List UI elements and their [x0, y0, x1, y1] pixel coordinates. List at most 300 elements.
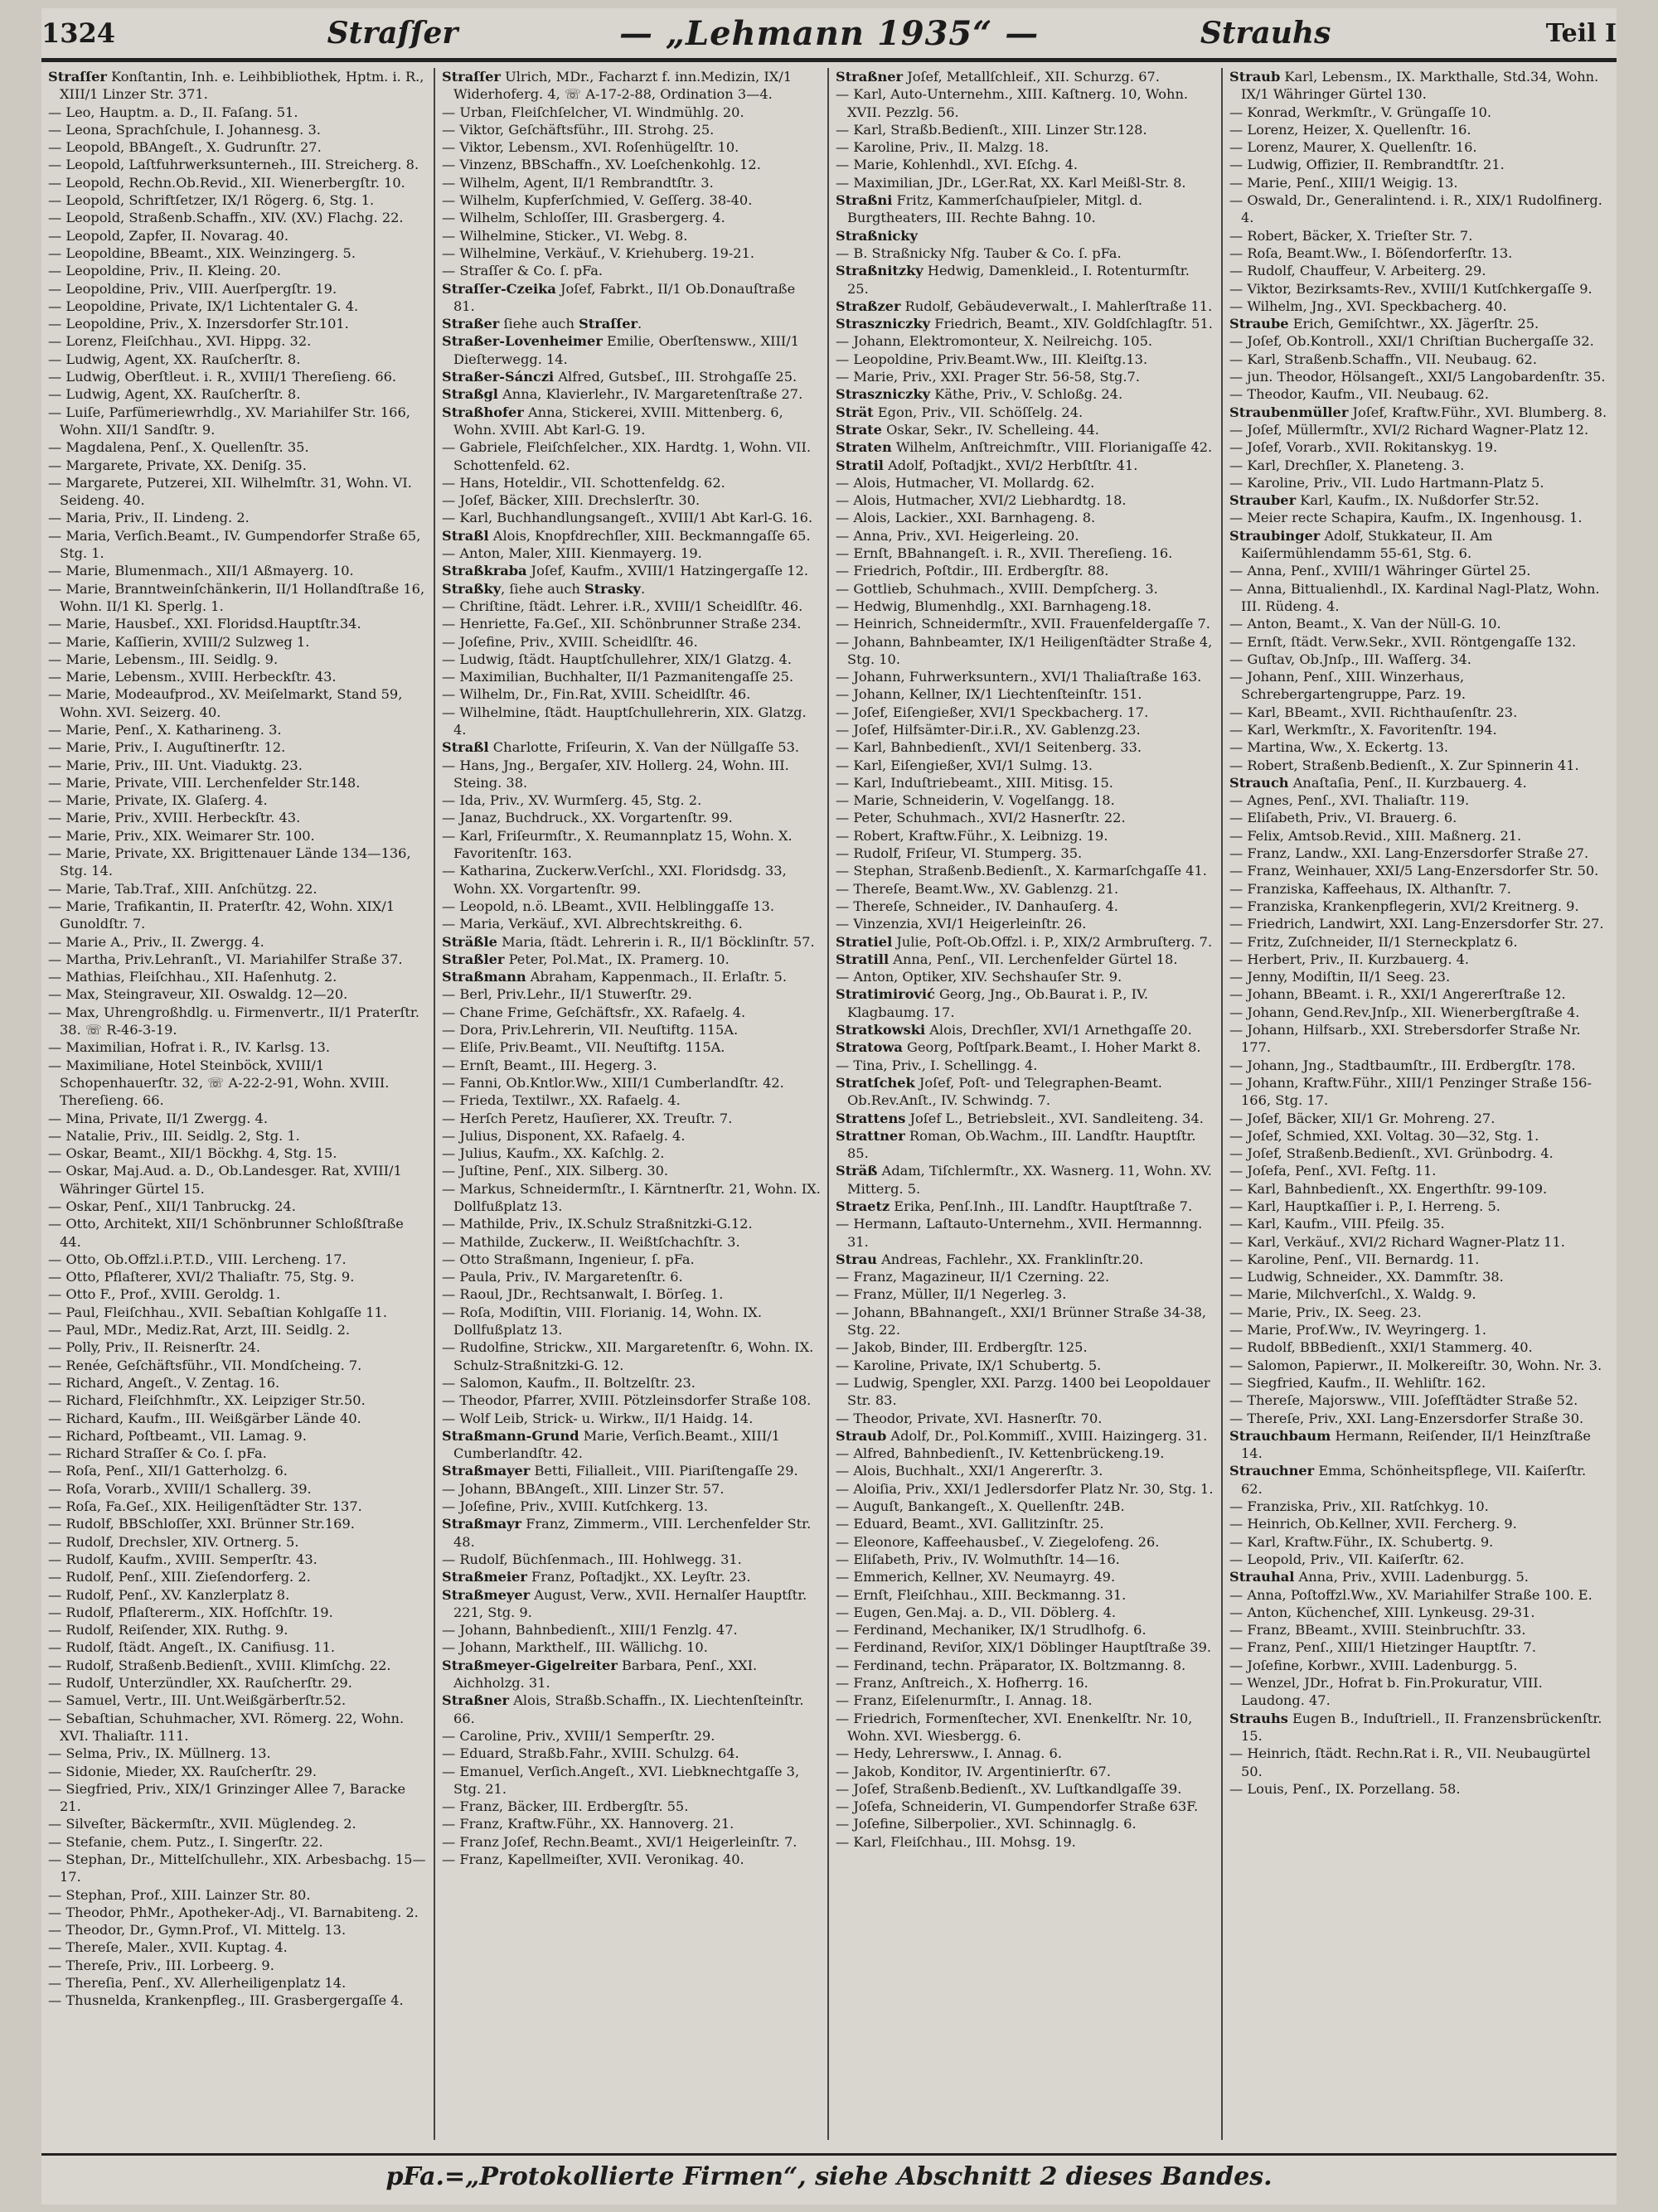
- directory-entry: — Julius, Disponent, XX. Rafaelg. 4.: [442, 1127, 686, 1144]
- directory-entry: — Richard, Fleiſchhmſtr., XX. Leipziger Str.50.: [48, 1392, 366, 1409]
- directory-entry: — Johann, Hilfsarb., XXI. Strebersdorfer Straße Nr. 177.: [1229, 1022, 1581, 1056]
- directory-entry: — Marie, Priv., IX. Seeg. 23.: [1229, 1304, 1422, 1320]
- directory-entry: — Marie, Private, IX. Glaſerg. 4.: [48, 792, 268, 809]
- directory-entry: — Eliſe, Priv.Beamt., VII. Neuſtiftg. 115A.: [442, 1039, 725, 1056]
- directory-entry: — Franziska, Kaffeehaus, IX. Althanſtr. 7.: [1229, 880, 1511, 897]
- directory-entry: — Anna, Priv., XVI. Heigerleing. 20.: [836, 527, 1079, 544]
- directory-entry: — Henriette, Fa.Geſ., XII. Schönbrunner Straße 234.: [442, 616, 802, 632]
- directory-entry: Straßner Joſef, Metallſchleif., XII. Schurzg. 67.: [836, 69, 1160, 85]
- directory-entry: — Johann, Gend.Rev.Jnſp., XII. Wienerbergſtraße 4.: [1229, 1004, 1580, 1020]
- directory-entry: — Anton, Maler, XIII. Kienmayerg. 19.: [442, 545, 702, 562]
- directory-entry: Strät Egon, Priv., VII. Schöſſelg. 24.: [836, 404, 1084, 420]
- directory-entry: Strauhs Eugen B., Induſtriell., II. Franzensbrückenſtr. 15.: [1229, 1710, 1602, 1744]
- directory-entry: — Gottlieb, Schuhmach., XVIII. Dempſcherg. 3.: [836, 580, 1158, 597]
- directory-entry: — Franz, Landw., XXI. Lang-Enzersdorfer Straße 27.: [1229, 845, 1589, 862]
- directory-entry: — Luiſe, Parfümeriewrhdlg., XV. Mariahilfer Str. 166, Wohn. XII/1 Sandſtr. 9.: [48, 404, 410, 438]
- directory-entry: — Robert, Bäcker, X. Trieſter Str. 7.: [1229, 227, 1473, 244]
- directory-entry: — Martha, Priv.Lehranſt., VI. Mariahilfer Straße 37.: [48, 951, 403, 967]
- directory-entry: — Rudolf, Penſ., XIII. Zieſendorferg. 2.: [48, 1569, 311, 1585]
- directory-entry: Straßgl Anna, Klavierlehr., IV. Margaretenſtraße 27.: [442, 386, 803, 403]
- directory-entry: — Ida, Priv., XV. Wurmſerg. 45, Stg. 2.: [442, 792, 702, 809]
- directory-entry: — Joſefine, Korbwr., XVIII. Ladenburgg. 5.: [1229, 1657, 1518, 1673]
- directory-entry: Strau Andreas, Fachlehr., XX. Franklinſtr.20.: [836, 1251, 1144, 1267]
- directory-entry: — Theodor, Pfarrer, XVIII. Pötzleinsdorfer Straße 108.: [442, 1392, 812, 1409]
- column-2: [435, 68, 829, 2140]
- directory-entry: — Franz, Bäcker, III. Erdbergſtr. 55.: [442, 1798, 689, 1815]
- directory-entry: — Siegfried, Kaufm., II. Wehliſtr. 162.: [1229, 1374, 1486, 1391]
- directory-entry: — Marie, Priv., I. Auguſtinerſtr. 12.: [48, 739, 286, 756]
- directory-entry: Straten Wilhelm, Anſtreichmſtr., VIII. Florianigaſſe 42.: [836, 439, 1213, 456]
- directory-entry: — Johann, BBahnangeſt., XXI/1 Brünner Straße 34-38, Stg. 22.: [836, 1304, 1207, 1338]
- directory-entry: — Thereſe, Priv., III. Lorbeerg. 9.: [48, 1957, 274, 1973]
- directory-entry: — Karoline, Priv., VII. Ludo Hartmann-Platz 5.: [1229, 474, 1544, 491]
- directory-entry: — Raoul, JDr., Rechtsanwalt, I. Börſeg. 1.: [442, 1286, 724, 1303]
- directory-entry: — Lorenz, Fleiſchhau., XVI. Hippg. 32.: [48, 333, 312, 350]
- column-3: [829, 68, 1223, 2140]
- directory-entry: — Ludwig, Spengler, XXI. Parzg. 1400 bei Leopoldauer Str. 83.: [836, 1374, 1210, 1409]
- directory-entry: — Maria, Priv., II. Lindeng. 2.: [48, 510, 250, 526]
- directory-entry: — Theodor, Kaufm., VII. Neubaug. 62.: [1229, 386, 1489, 403]
- directory-entry: — Renée, Geſchäftsführ., VII. Mondſcheing. 7.: [48, 1357, 362, 1373]
- directory-entry: — Marie, Kohlenhdl., XVI. Eſchg. 4.: [836, 157, 1079, 173]
- directory-entry: — Joſefa, Penſ., XVI. Feſtg. 11.: [1229, 1163, 1437, 1179]
- directory-entry: — Ludwig, Agent, XX. Rauſcherſtr. 8.: [48, 386, 301, 403]
- directory-entry: — Karl, Bahnbedienſt., XVI/1 Seitenberg. 33.: [836, 739, 1142, 756]
- directory-entry: — Anton, Küchenchef, XIII. Lynkeusg. 29-31.: [1229, 1604, 1535, 1620]
- directory-entry: Strauch Anaſtaſia, Penſ., II. Kurzbauerg. 4.: [1229, 774, 1527, 791]
- directory-entry: — Ludwig, Oberſtleut. i. R., XVIII/1 Thereſieng. 66.: [48, 369, 397, 385]
- directory-entry: — Roſa, Modiſtin, VIII. Florianig. 14, Wohn. IX. Dollfußplatz 13.: [442, 1304, 762, 1338]
- directory-entry: — Maria, Verkäuf., XVI. Albrechtskreithg. 6.: [442, 916, 743, 932]
- directory-entry: — Paula, Priv., IV. Margaretenſtr. 6.: [442, 1269, 683, 1285]
- directory-entry: — Stephan, Dr., Mittelſchullehr., XIX. Arbesbachg. 15—17.: [48, 1851, 426, 1885]
- directory-entry: Straubenmüller Joſef, Kraftw.Führ., XVI. Blumberg. 8.: [1229, 404, 1607, 420]
- directory-entry: — Karl, Werkmſtr., X. Favoritenſtr. 194.: [1229, 721, 1497, 738]
- page-header: [41, 8, 1617, 62]
- directory-entry: — Mathilde, Priv., IX.Schulz Straßnitzki-G.12.: [442, 1216, 753, 1232]
- directory-entry: — Robert, Straßenb.Bedienſt., X. Zur Spinnerin 41.: [1229, 757, 1579, 773]
- directory-entry: — Karl, Verkäuf., XVI/2 Richard Wagner-Platz 11.: [1229, 1233, 1565, 1250]
- directory-entry: — Margarete, Putzerei, XII. Wilhelmſtr. 31, Wohn. VI. Seideng. 40.: [48, 474, 412, 509]
- directory-entry: — Johann, BBeamt. i. R., XXI/1 Angererſtraße 12.: [1229, 986, 1566, 1003]
- directory-entry: — Roſa, Fa.Geſ., XIX. Heiligenſtädter Str. 137.: [48, 1498, 362, 1515]
- directory-entry: — Siegfried, Priv., XIX/1 Grinzinger Allee 7, Baracke 21.: [48, 1780, 406, 1815]
- directory-entry: — Joſef, Bäcker, XIII. Drechslerſtr. 30.: [442, 492, 701, 509]
- directory-entry: — Marie, Blumenmach., XII/1 Aßmayerg. 10.: [48, 563, 354, 579]
- directory-entry: — Joſefine, Priv., XVIII. Scheidlſtr. 46.: [442, 633, 698, 650]
- directory-entry: — Aloiſia, Priv., XXI/1 Jedlersdorfer Platz Nr. 30, Stg. 1.: [836, 1480, 1214, 1497]
- directory-entry: Straßmann Abraham, Kappenmach., II. Erlaſtr. 5.: [442, 969, 787, 985]
- right-guide-word: Strauhs: [1200, 16, 1331, 51]
- directory-entry: — Konrad, Werkmſtr., V. Grüngaſſe 10.: [1229, 104, 1492, 120]
- directory-entry: Straſſer-Czeika Joſef, Fabrkt., II/1 Ob.Donauſtraße 81.: [442, 280, 796, 314]
- directory-entry: — Otto, Pflaſterer, XVI/2 Thaliaſtr. 75, Stg. 9.: [48, 1269, 355, 1285]
- directory-entry: Stratil Adolf, Poſtadjkt., XVI/2 Herbſtſtr. 41.: [836, 457, 1138, 473]
- directory-entry: — Ludwig, Offizier, II. Rembrandtſtr. 21.: [1229, 157, 1505, 173]
- directory-entry: Straſſer Konſtantin, Inh. e. Leihbibliothek, Hptm. i. R., XIII/1 Linzer Str. 371.: [48, 69, 424, 103]
- directory-entry: — Oskar, Maj.Aud. a. D., Ob.Landesger. Rat, XVIII/1 Währinger Gürtel 15.: [48, 1163, 402, 1197]
- directory-entry: — Alois, Hutmacher, XVI/2 Liebhardtg. 18.: [836, 492, 1127, 509]
- directory-entry: — Frieda, Textilwr., XX. Rafaelg. 4.: [442, 1092, 681, 1109]
- directory-entry: Straßkraba Joſef, Kaufm., XVIII/1 Hatzingergaſſe 12.: [442, 563, 808, 579]
- directory-entry: — Markus, Schneidermſtr., I. Kärntnerſtr. 21, Wohn. IX. Dollfußplatz 13.: [442, 1180, 821, 1214]
- directory-entry: — Marie, Priv., XVIII. Herbeckſtr. 43.: [48, 810, 301, 826]
- directory-entry: — Vinzenzia, XVI/1 Heigerleinſtr. 26.: [836, 916, 1087, 932]
- directory-entry: — Johann, Bahnbedienſt., XIII/1 Fenzlg. 47.: [442, 1622, 738, 1638]
- directory-entry: — Stefanie, chem. Putz., I. Singerſtr. 22.: [48, 1833, 323, 1850]
- directory-entry: — Eduard, Straßb.Fahr., XVIII. Schulzg. 64.: [442, 1745, 739, 1762]
- directory-entry: — Ernſt, Beamt., III. Hegerg. 3.: [442, 1057, 657, 1073]
- directory-entry: — Samuel, Vertr., III. Unt.Weißgärberſtr.52.: [48, 1692, 347, 1709]
- directory-entry: — Rudolf, Unterzündler, XX. Rauſcherſtr. 29.: [48, 1675, 352, 1692]
- directory-entry: — Fritz, Zuſchneider, II/1 Sterneckplatz 6.: [1229, 933, 1518, 950]
- directory-entry: Straßl Alois, Knopfdrechſler, XIII. Beckmanngaſſe 65.: [442, 527, 811, 544]
- footer-note: pFa.=„Protokollierte Firmen“, siehe Abschnitt 2 dieses Bandes.: [41, 2153, 1617, 2197]
- directory-entry: — Jenny, Modiſtin, II/1 Seeg. 23.: [1229, 969, 1451, 985]
- directory-entry: Straßhofer Anna, Stickerei, XVIII. Mittenberg. 6, Wohn. XVIII. Abt Karl-G. 19.: [442, 404, 783, 438]
- directory-entry: — Ferdinand, techn. Präparator, IX. Boltzmanng. 8.: [836, 1657, 1186, 1673]
- directory-entry: — Eliſabeth, Priv., IV. Wolmuthſtr. 14—16.: [836, 1551, 1120, 1567]
- directory-entry: — Hans, Jng., Bergaſer, XIV. Hollerg. 24, Wohn. III. Steing. 38.: [442, 757, 789, 791]
- directory-entry: — Joſef, Schmied, XXI. Voltag. 30—32, Stg. 1.: [1229, 1127, 1539, 1144]
- directory-entry: — Wilhelm, Jng., XVI. Speckbacherg. 40.: [1229, 298, 1507, 314]
- directory-entry: — Franz, Eiſelenurmſtr., I. Annag. 18.: [836, 1692, 1093, 1709]
- directory-entry: — Martina, Ww., X. Eckertg. 13.: [1229, 739, 1449, 756]
- directory-entry: — Polly, Priv., II. Reisnerſtr. 24.: [48, 1339, 260, 1356]
- directory-entry: — Johann, Elektromonteur, X. Neilreichg. 105.: [836, 333, 1153, 350]
- directory-entry: — Heinrich, Schneidermſtr., XVII. Frauenfeldergaſſe 7.: [836, 616, 1210, 632]
- directory-entry: — Marie A., Priv., II. Zwergg. 4.: [48, 933, 264, 950]
- directory-entry: — Karl, Drechſler, X. Planeteng. 3.: [1229, 457, 1465, 473]
- directory-page: [41, 8, 1617, 2205]
- directory-entry: Strattner Roman, Ob.Wachm., III. Landſtr. Hauptſtr. 85.: [836, 1127, 1196, 1162]
- directory-entry: — Chriſtine, ſtädt. Lehrer. i.R., XVIII/1 Scheidlſtr. 46.: [442, 598, 803, 614]
- directory-entry: Straßmayr Franz, Zimmerm., VIII. Lerchenfelder Str. 48.: [442, 1516, 812, 1550]
- directory-entry: — Vinzenz, BBSchaffn., XV. Loeſchenkohlg. 12.: [442, 157, 761, 173]
- directory-entry: — Johann, Kellner, IX/1 Liechtenſteinſtr. 151.: [836, 686, 1142, 703]
- directory-entry: — Anton, Optiker, XIV. Sechshauſer Str. 9.: [836, 969, 1122, 985]
- column-4: [1223, 68, 1617, 2140]
- directory-entry: — Rudolf, Pflaſtererm., XIX. Hofſchſtr. 19.: [48, 1604, 333, 1620]
- directory-entry: — Emanuel, Verſich.Angeſt., XVI. Liebknechtgaſſe 3, Stg. 21.: [442, 1763, 800, 1797]
- directory-entry: — Maximiliane, Hotel Steinböck, XVIII/1 Schopenhauerſtr. 32, ☏ A-22-2-91, Wohn. XVIII. Thereſieng. 66.: [48, 1057, 390, 1109]
- directory-entry: — Emmerich, Kellner, XV. Neumayrg. 49.: [836, 1569, 1116, 1585]
- directory-entry: — Paul, MDr., Mediz.Rat, Arzt, III. Seidlg. 2.: [48, 1322, 351, 1338]
- directory-entry: — Hedy, Lehrersww., I. Annag. 6.: [836, 1745, 1062, 1762]
- directory-entry: — Caroline, Priv., XVIII/1 Semperſtr. 29.: [442, 1727, 715, 1744]
- directory-entry: Straßer ſiehe auch Straſſer.: [442, 316, 642, 332]
- directory-entry: — Marie, Kaſſierin, XVIII/2 Sulzweg 1.: [48, 633, 310, 650]
- directory-entry: Straube Erich, Gemiſchtwr., XX. Jägerſtr. 25.: [1229, 316, 1539, 332]
- directory-entry: Stratowa Georg, Poſtſpark.Beamt., I. Hoher Markt 8.: [836, 1039, 1201, 1056]
- directory-entry: Straßer-Lovenheimer Emilie, Oberſtensww., XIII/1 Dieſterwegg. 14.: [442, 333, 800, 367]
- directory-entry: — Thereſe, Schneider., IV. Danhauſerg. 4.: [836, 898, 1118, 914]
- directory-entry: — Franz, Weinhauer, XXI/5 Lang-Enzersdorfer Str. 50.: [1229, 863, 1599, 879]
- directory-entry: — Oskar, Penſ., XII/1 Tanbruckg. 24.: [48, 1198, 296, 1214]
- directory-entry: — Joſef, Straßenb.Bedienſt., XV. Luſtkandlgaſſe 39.: [836, 1780, 1182, 1797]
- directory-entry: — Max, Uhrengroßhdlg. u. Firmenvertr., II/1 Praterſtr. 38. ☏ R-46-3-19.: [48, 1004, 420, 1038]
- directory-entry: — Joſef, Müllermſtr., XVI/2 Richard Wagner-Platz 12.: [1229, 421, 1589, 438]
- directory-entry: Straſſer Ulrich, MDr., Facharzt f. inn.Medizin, IX/1 Widerhoferg. 4, ☏ A-17-2-88, Ordination 3—4.: [442, 69, 793, 103]
- directory-entry: — B. Straßnicky Nfg. Tauber & Co. ſ. pFa.: [836, 244, 1122, 261]
- directory-entry: — Theodor, Private, XVI. Hasnerſtr. 70.: [836, 1410, 1103, 1426]
- part-label: Teil I: [1545, 18, 1617, 48]
- directory-entry: — Karl, Hauptkaſſier i. P., I. Herreng. 5.: [1229, 1198, 1500, 1214]
- directory-entry: — Leopoldine, Priv., VIII. Auerſpergſtr. 19.: [48, 280, 337, 297]
- directory-entry: — Marie, Priv., III. Unt. Viaduktg. 23.: [48, 757, 303, 773]
- directory-entry: — Karl, Buchhandlungsangeſt., XVIII/1 Abt Karl-G. 16.: [442, 510, 813, 526]
- directory-columns: [41, 68, 1617, 2140]
- directory-entry: Strauhal Anna, Priv., XVIII. Ladenburgg. 5.: [1229, 1569, 1529, 1585]
- directory-entry: — Roſa, Beamt.Ww., I. Böſendorferſtr. 13.: [1229, 244, 1513, 261]
- directory-entry: — Wilhelm, Dr., Fin.Rat, XVIII. Scheidlſtr. 46.: [442, 686, 751, 703]
- directory-entry: — Juſtine, Penſ., XIX. Silberg. 30.: [442, 1163, 669, 1179]
- directory-entry: — Salomon, Kaufm., II. Boltzelſtr. 23.: [442, 1374, 696, 1391]
- directory-entry: — Richard, Kaufm., III. Weißgärber Lände 40.: [48, 1410, 361, 1426]
- directory-entry: — Hedwig, Blumenhdlg., XXI. Barnhageng.18.: [836, 598, 1151, 614]
- directory-entry: Straßler Peter, Pol.Mat., IX. Pramerg. 10.: [442, 951, 730, 967]
- directory-entry: — Karoline, Priv., II. Malzg. 18.: [836, 139, 1050, 156]
- directory-entry: — Oswald, Dr., Generalintend. i. R., XIX/1 Rudolfinerg. 4.: [1229, 192, 1602, 226]
- directory-entry: — Marie, Private, XX. Brigittenauer Lände 134—136, Stg. 14.: [48, 845, 411, 879]
- directory-entry: — Franz, Penſ., XIII/1 Hietzinger Hauptſtr. 7.: [1229, 1639, 1536, 1656]
- directory-entry: — Peter, Schuhmach., XVI/2 Hasnerſtr. 22.: [836, 810, 1126, 826]
- directory-entry: — Karoline, Penſ., VII. Bernardg. 11.: [1229, 1251, 1480, 1267]
- directory-entry: — Fanni, Ob.Kntlor.Ww., XIII/1 Cumberlandſtr. 42.: [442, 1074, 784, 1091]
- directory-entry: — Marie, Penſ., XIII/1 Weigig. 13.: [1229, 174, 1458, 191]
- directory-entry: — Robert, Kraftw.Führ., X. Leibnizg. 19.: [836, 827, 1108, 844]
- directory-entry: — Eliſabeth, Priv., VI. Brauerg. 6.: [1229, 810, 1457, 826]
- directory-entry: — Ludwig, Schneider., XX. Dammſtr. 38.: [1229, 1269, 1504, 1285]
- directory-entry: — Eduard, Beamt., XVI. Gallitzinſtr. 25.: [836, 1516, 1104, 1532]
- directory-entry: — Theodor, Dr., Gymn.Prof., VI. Mittelg. 13.: [48, 1922, 347, 1939]
- directory-entry: — Leopold, n.ö. LBeamt., XVII. Helblinggaſſe 13.: [442, 898, 774, 914]
- directory-entry: — Wolf Leib, Strick- u. Wirkw., II/1 Haidg. 14.: [442, 1410, 754, 1426]
- directory-entry: — Leona, Sprachſchule, I. Johannesg. 3.: [48, 121, 321, 138]
- directory-entry: — Rudolf, Chauffeur, V. Arbeiterg. 29.: [1229, 263, 1486, 279]
- directory-entry: Straszniczky Käthe, Priv., V. Schloßg. 24.: [836, 386, 1123, 403]
- directory-entry: — Rudolf, Friſeur, VI. Stumperg. 35.: [836, 845, 1083, 862]
- directory-entry: — Ferdinand, Mechaniker, IX/1 Strudlhofg. 6.: [836, 1622, 1147, 1638]
- directory-entry: — Rudolfine, Strickw., XII. Margaretenſtr. 6, Wohn. IX. Schulz-Straßnitzki-G. 12.: [442, 1339, 814, 1373]
- directory-entry: — Wilhelm, Kupferſchmied, V. Geſſerg. 38-40.: [442, 192, 753, 209]
- directory-entry: — Otto F., Prof., XVIII. Geroldg. 1.: [48, 1286, 281, 1303]
- directory-entry: — Lorenz, Maurer, X. Quellenſtr. 16.: [1229, 139, 1477, 156]
- directory-entry: — Karl, Straßb.Bedienſt., XIII. Linzer Str.128.: [836, 121, 1147, 138]
- directory-entry: Straßner Alois, Straßb.Schaffn., IX. Liechtenſteinſtr. 66.: [442, 1692, 804, 1726]
- directory-entry: — Leopold, Priv., VII. Kaiſerſtr. 62.: [1229, 1551, 1465, 1567]
- directory-entry: Strattens Joſef L., Betriebsleit., XVI. Sandleiteng. 34.: [836, 1110, 1204, 1126]
- directory-entry: Straßmann-Grund Marie, Verſich.Beamt., XIII/1 Cumberlandſtr. 42.: [442, 1427, 780, 1462]
- directory-entry: — Maximilian, JDr., LGer.Rat, XX. Karl Meißl-Str. 8.: [836, 174, 1186, 191]
- directory-entry: — Joſef, Hilfsämter-Dir.i.R., XV. Gablenzg.23.: [836, 721, 1141, 738]
- directory-entry: — Leopold, Zapfer, II. Novarag. 40.: [48, 227, 288, 244]
- directory-entry: — Joſefine, Silberpolier., XVI. Schinnaglg. 6.: [836, 1816, 1137, 1832]
- directory-entry: — Thereſe, Beamt.Ww., XV. Gablenzg. 21.: [836, 880, 1119, 897]
- directory-entry: — Marie, Private, VIII. Lerchenfelder Str.148.: [48, 774, 361, 791]
- directory-entry: — Sidonie, Mieder, XX. Rauſcherſtr. 29.: [48, 1763, 317, 1779]
- directory-entry: Straßmeyer August, Verw., XVII. Hernalſer Hauptſtr. 221, Stg. 9.: [442, 1586, 807, 1620]
- directory-entry: — Rudolf, Penſ., XV. Kanzlerplatz 8.: [48, 1586, 290, 1603]
- directory-entry: — Rudolf, Büchſenmach., III. Hohlwegg. 31.: [442, 1551, 742, 1567]
- directory-entry: — Katharina, Zuckerw.Verſchl., XXI. Floridsdg. 33, Wohn. XX. Vorgartenſtr. 99.: [442, 863, 787, 897]
- directory-entry: — Karl, BBeamt., XVII. Richthauſenſtr. 23.: [1229, 704, 1518, 720]
- directory-entry: Straßmeier Franz, Poſtadjkt., XX. Leyſtr. 23.: [442, 1569, 751, 1585]
- directory-entry: — Johann, Penſ., XIII. Winzerhaus, Schrebergartengruppe, Parz. 19.: [1229, 669, 1467, 703]
- directory-entry: — Salomon, Papierwr., II. Molkereiſtr. 30, Wohn. Nr. 3.: [1229, 1357, 1602, 1373]
- directory-entry: — Franziska, Krankenpflegerin, XVI/2 Kreitnerg. 9.: [1229, 898, 1579, 914]
- directory-entry: — Selma, Priv., IX. Müllnerg. 13.: [48, 1745, 271, 1762]
- directory-entry: — Max, Steingraveur, XII. Oswaldg. 12—20.: [48, 986, 348, 1003]
- directory-entry: — jun. Theodor, Hölsangeſt., XXI/5 Langobardenſtr. 35.: [1229, 369, 1606, 385]
- directory-entry: — Eugen, Gen.Maj. a. D., VII. Döblerg. 4.: [836, 1604, 1117, 1620]
- directory-entry: — Richard Straſſer & Co. ſ. pFa.: [48, 1445, 267, 1462]
- directory-entry: — Felix, Amtsob.Revid., XIII. Maßnerg. 21.: [1229, 827, 1522, 844]
- directory-entry: Strauchner Emma, Schönheitspflege, VII. Kaiſerſtr. 62.: [1229, 1463, 1587, 1497]
- directory-entry: — Lorenz, Heizer, X. Quellenſtr. 16.: [1229, 121, 1471, 138]
- directory-entry: — Anna, Poſtoffzl.Ww., XV. Mariahilfer Straße 100. E.: [1229, 1586, 1593, 1603]
- directory-entry: — Thereſe, Priv., XXI. Lang-Enzersdorfer Straße 30.: [1229, 1410, 1584, 1426]
- directory-entry: — Heinrich, ſtädt. Rechn.Rat i. R., VII. Neubaugürtel 50.: [1229, 1745, 1591, 1779]
- directory-entry: Straßmayer Betti, Filialleit., VIII. Piariſtengaſſe 29.: [442, 1463, 798, 1479]
- directory-entry: — Marie, Lebensm., XVIII. Herbeckſtr. 43.: [48, 669, 337, 685]
- directory-entry: — Leopoldine, Private, IX/1 Lichtentaler G. 4.: [48, 298, 359, 314]
- directory-entry: Straßnitzky Hedwig, Damenkleid., I. Rotenturmſtr. 25.: [836, 263, 1190, 297]
- directory-entry: — Rudolf, Drechsler, XIV. Ortnerg. 5.: [48, 1533, 299, 1550]
- directory-entry: — Karoline, Private, IX/1 Schubertg. 5.: [836, 1357, 1102, 1373]
- directory-entry: — Friedrich, Formenſtecher, XVI. Enenkelſtr. Nr. 10, Wohn. XVI. Wiesbergg. 6.: [836, 1710, 1193, 1744]
- page-number: 1324: [41, 17, 116, 49]
- directory-entry: — Rudolf, Reiſender, XIX. Ruthg. 9.: [48, 1622, 288, 1638]
- directory-entry: Straßmeyer-Gigelreiter Barbara, Penſ., XXI. Aichholzg. 31.: [442, 1657, 758, 1692]
- directory-entry: — Wenzel, JDr., Hofrat b. Fin.Prokuratur, VIII. Laudong. 47.: [1229, 1675, 1543, 1709]
- directory-entry: — Wilhelmine, ſtädt. Hauptſchullehrerin, XIX. Glatzg. 4.: [442, 704, 807, 738]
- directory-entry: — Marie, Priv., XIX. Weimarer Str. 100.: [48, 827, 315, 844]
- directory-entry: — Johann, BBAngeſt., XIII. Linzer Str. 57.: [442, 1480, 725, 1497]
- directory-entry: — Urban, Fleiſchſelcher, VI. Windmühlg. 20.: [442, 104, 744, 120]
- directory-entry: Straßnicky: [836, 227, 918, 244]
- directory-entry: Straub Adolf, Dr., Pol.Kommiſſ., XVIII. Haizingerg. 31.: [836, 1427, 1208, 1444]
- directory-entry: — Marie, Penſ., X. Katharineng. 3.: [48, 721, 282, 738]
- directory-entry: — Karl, Friſeurmſtr., X. Reumannplatz 15, Wohn. X. Favoritenſtr. 163.: [442, 827, 793, 862]
- directory-entry: — Wilhelm, Agent, II/1 Rembrandtſtr. 3.: [442, 174, 714, 191]
- directory-entry: — Franz, Anſtreich., X. Hofherrg. 16.: [836, 1675, 1088, 1692]
- directory-entry: Straßl Charlotte, Friſeurin, X. Van der Nüllgaſſe 53.: [442, 739, 800, 756]
- directory-entry: — Thereſe, Majorsww., VIII. Joſefſtädter Straße 52.: [1229, 1392, 1578, 1409]
- directory-entry: — Herbert, Priv., II. Kurzbauerg. 4.: [1229, 951, 1470, 967]
- directory-entry: — Joſef, Vorarb., XVII. Rokitanskyg. 19.: [1229, 439, 1498, 456]
- directory-entry: — Thereſe, Maler., XVII. Kuptag. 4.: [48, 1939, 288, 1956]
- directory-entry: — Hermann, Laſtauto-Unternehm., XVII. Hermannng. 31.: [836, 1216, 1203, 1250]
- directory-entry: Strauber Karl, Kaufm., IX. Nußdorfer Str.52.: [1229, 492, 1539, 509]
- directory-entry: — Alfred, Bahnbedienſt., IV. Kettenbrückeng.19.: [836, 1445, 1165, 1462]
- directory-entry: — Leo, Hauptm. a. D., II. Faſang. 51.: [48, 104, 298, 120]
- directory-entry: — Sebaſtian, Schuhmacher, XVI. Römerg. 22, Wohn. XVI. Thaliaſtr. 111.: [48, 1710, 405, 1744]
- directory-entry: — Alois, Lackier., XXI. Barnhageng. 8.: [836, 510, 1096, 526]
- directory-entry: — Leopold, Laſtfuhrwerksunterneh., III. Streicherg. 8.: [48, 157, 419, 173]
- directory-entry: Stratiel Julie, Poſt-Ob.Offzl. i. P., XIX/2 Armbruſterg. 7.: [836, 933, 1213, 950]
- directory-entry: — Herſch Peretz, Hauſierer, XX. Treuſtr. 7.: [442, 1110, 733, 1126]
- directory-entry: — Joſef, Bäcker, XII/1 Gr. Mohreng. 27.: [1229, 1110, 1496, 1126]
- directory-entry: — Margarete, Private, XX. Deniſg. 35.: [48, 457, 307, 473]
- directory-entry: — Berl, Priv.Lehr., II/1 Stuwerſtr. 29.: [442, 986, 692, 1003]
- directory-entry: — Silveſter, Bäckermſtr., XVII. Müglendeg. 2.: [48, 1816, 356, 1832]
- directory-entry: — Leopoldine, BBeamt., XIX. Weinzingerg. 5.: [48, 244, 356, 261]
- directory-entry: Strauchbaum Hermann, Reiſender, II/1 Heinzſtraße 14.: [1229, 1427, 1591, 1462]
- directory-entry: — Maria, Verſich.Beamt., IV. Gumpendorfer Straße 65, Stg. 1.: [48, 527, 421, 562]
- directory-entry: — Leopoldine, Priv., X. Inzersdorfer Str.101.: [48, 316, 349, 332]
- directory-entry: — Anna, Penſ., XVIII/1 Währinger Gürtel 25.: [1229, 563, 1531, 579]
- column-1: [41, 68, 435, 2140]
- directory-entry: — Franziska, Priv., XII. Ratſchkyg. 10.: [1229, 1498, 1489, 1515]
- directory-entry: — Hans, Hoteldir., VII. Schottenfeldg. 62.: [442, 474, 725, 491]
- directory-entry: — Wilhelm, Schloſſer, III. Grasbergerg. 4.: [442, 210, 725, 226]
- directory-entry: — Stephan, Prof., XIII. Lainzer Str. 80.: [48, 1886, 311, 1903]
- directory-entry: — Marie, Modeaufprod., XV. Meiſelmarkt, Stand 59, Wohn. XVI. Seizerg. 40.: [48, 686, 403, 720]
- directory-entry: — Johann, Kraftw.Führ., XIII/1 Penzinger Straße 156-166, Stg. 17.: [1229, 1074, 1592, 1109]
- directory-entry: — Mathias, Fleiſchhau., XII. Haſenhutg. 2.: [48, 969, 337, 985]
- directory-entry: — Alois, Hutmacher, VI. Mollardg. 62.: [836, 474, 1095, 491]
- directory-entry: — Karl, Fleiſchhau., III. Mohsg. 19.: [836, 1833, 1076, 1850]
- directory-entry: — Viktor, Geſchäftsführ., III. Strohg. 25.: [442, 121, 715, 138]
- directory-entry: — Louis, Penſ., IX. Porzellang. 58.: [1229, 1780, 1461, 1797]
- directory-entry: — Leopoldine, Priv., II. Kleing. 20.: [48, 263, 281, 279]
- directory-entry: — Karl, Kaufm., VIII. Pfeilg. 35.: [1229, 1216, 1445, 1232]
- directory-entry: — Anton, Beamt., X. Van der Nüll-G. 10.: [1229, 616, 1501, 632]
- directory-entry: — Karl, Eiſengießer, XVI/1 Sulmg. 13.: [836, 757, 1093, 773]
- directory-entry: — Rudolf, BBSchloſſer, XXI. Brünner Str.169.: [48, 1516, 355, 1532]
- directory-entry: — Gabriele, Fleiſchſelcher., XIX. Hardtg. 1, Wohn. VII. Schottenfeld. 62.: [442, 439, 812, 473]
- directory-entry: — Auguſt, Bankangeſt., X. Quellenſtr. 24B.: [836, 1498, 1125, 1515]
- directory-entry: — Franz, Kraftw.Führ., XX. Hannoverg. 21.: [442, 1816, 734, 1832]
- directory-entry: — Karl, Straßenb.Schaffn., VII. Neubaug. 62.: [1229, 351, 1537, 367]
- directory-entry: — Ferdinand, Reviſor, XIX/1 Döblinger Hauptſtraße 39.: [836, 1639, 1212, 1656]
- directory-entry: Straubinger Adolf, Stukkateur, II. Am Kaiſermühlendamm 55-61, Stg. 6.: [1229, 527, 1493, 562]
- directory-entry: — Karl, Kraftw.Führ., IX. Schubertg. 9.: [1229, 1533, 1494, 1550]
- directory-entry: — Marie, Branntweinſchänkerin, II/1 Hollandſtraße 16, Wohn. II/1 Kl. Sperlg. 1.: [48, 580, 425, 614]
- directory-entry: — Franz, BBeamt., XVIII. Steinbruchſtr. 33.: [1229, 1622, 1526, 1638]
- directory-entry: — Guſtav, Ob.Jnſp., III. Waſſerg. 34.: [1229, 651, 1471, 667]
- directory-entry: — Marie, Trafikantin, II. Praterſtr. 42, Wohn. XIX/1 Gunoldſtr. 7.: [48, 898, 395, 932]
- directory-entry: — Rudolf, ſtädt. Angeſt., IX. Canifiusg. 11.: [48, 1639, 336, 1656]
- directory-entry: — Richard, Poſtbeamt., VII. Lamag. 9.: [48, 1427, 307, 1444]
- directory-entry: — Paul, Fleiſchhau., XVII. Sebaſtian Kohlgaſſe 11.: [48, 1304, 387, 1320]
- directory-entry: — Otto, Architekt, XII/1 Schönbrunner Schloßſtraße 44.: [48, 1216, 404, 1250]
- directory-entry: — Theodor, PhMr., Apotheker-Adj., VI. Barnabiteng. 2.: [48, 1904, 419, 1920]
- directory-entry: — Leopold, BBAngeſt., X. Gudrunſtr. 27.: [48, 139, 322, 156]
- directory-entry: — Karl, Auto-Unternehm., XIII. Kaſtnerg. 10, Wohn. XVII. Pezzlg. 56.: [836, 86, 1189, 120]
- directory-entry: — Otto, Ob.Offzl.i.P.T.D., VIII. Lercheng. 17.: [48, 1251, 347, 1267]
- left-guide-word: Straſſer: [327, 16, 458, 51]
- directory-entry: — Joſef, Ob.Kontroll., XXI/1 Chriſtian Buchergaſſe 32.: [1229, 333, 1594, 350]
- directory-entry: — Marie, Priv., XXI. Prager Str. 56-58, Stg.7.: [836, 369, 1140, 385]
- directory-entry: — Ludwig, Agent, XX. Rauſcherſtr. 8.: [48, 351, 301, 367]
- directory-entry: Stratſchek Joſef, Poſt- und Telegraphen-Beamt. Ob.Rev.Anſt., IV. Schwindg. 7.: [836, 1074, 1162, 1109]
- directory-entry: — Mina, Private, II/1 Zwergg. 4.: [48, 1110, 268, 1126]
- directory-entry: — Straſſer & Co. ſ. pFa.: [442, 263, 604, 279]
- directory-entry: — Dora, Priv.Lehrerin, VII. Neuſtiftg. 115A.: [442, 1022, 739, 1038]
- directory-entry: Straßzer Rudolf, Gebäudeverwalt., I. Mahlerſtraße 11.: [836, 298, 1213, 314]
- directory-entry: — Franz, Kapellmeiſter, XVII. Veronikag. 40.: [442, 1851, 744, 1867]
- directory-entry: — Leopold, Straßenb.Schaffn., XIV. (XV.) Flachg. 22.: [48, 210, 404, 226]
- directory-entry: — Thereſia, Penſ., XV. Allerheiligenplatz 14.: [48, 1975, 347, 1992]
- directory-entry: — Franz, Müller, II/1 Negerleg. 3.: [836, 1286, 1067, 1303]
- directory-entry: — Wilhelmine, Sticker., VI. Webg. 8.: [442, 227, 688, 244]
- book-title: — „Lehmann 1935“ —: [619, 13, 1040, 53]
- directory-entry: — Eleonore, Kaffeehausbeſ., V. Ziegelofeng. 26.: [836, 1533, 1160, 1550]
- directory-entry: — Thusnelda, Krankenpfleg., III. Grasbergergaſſe 4.: [48, 1992, 404, 2009]
- directory-entry: — Chane Frime, Geſchäftsfr., XX. Rafaelg. 4.: [442, 1004, 746, 1020]
